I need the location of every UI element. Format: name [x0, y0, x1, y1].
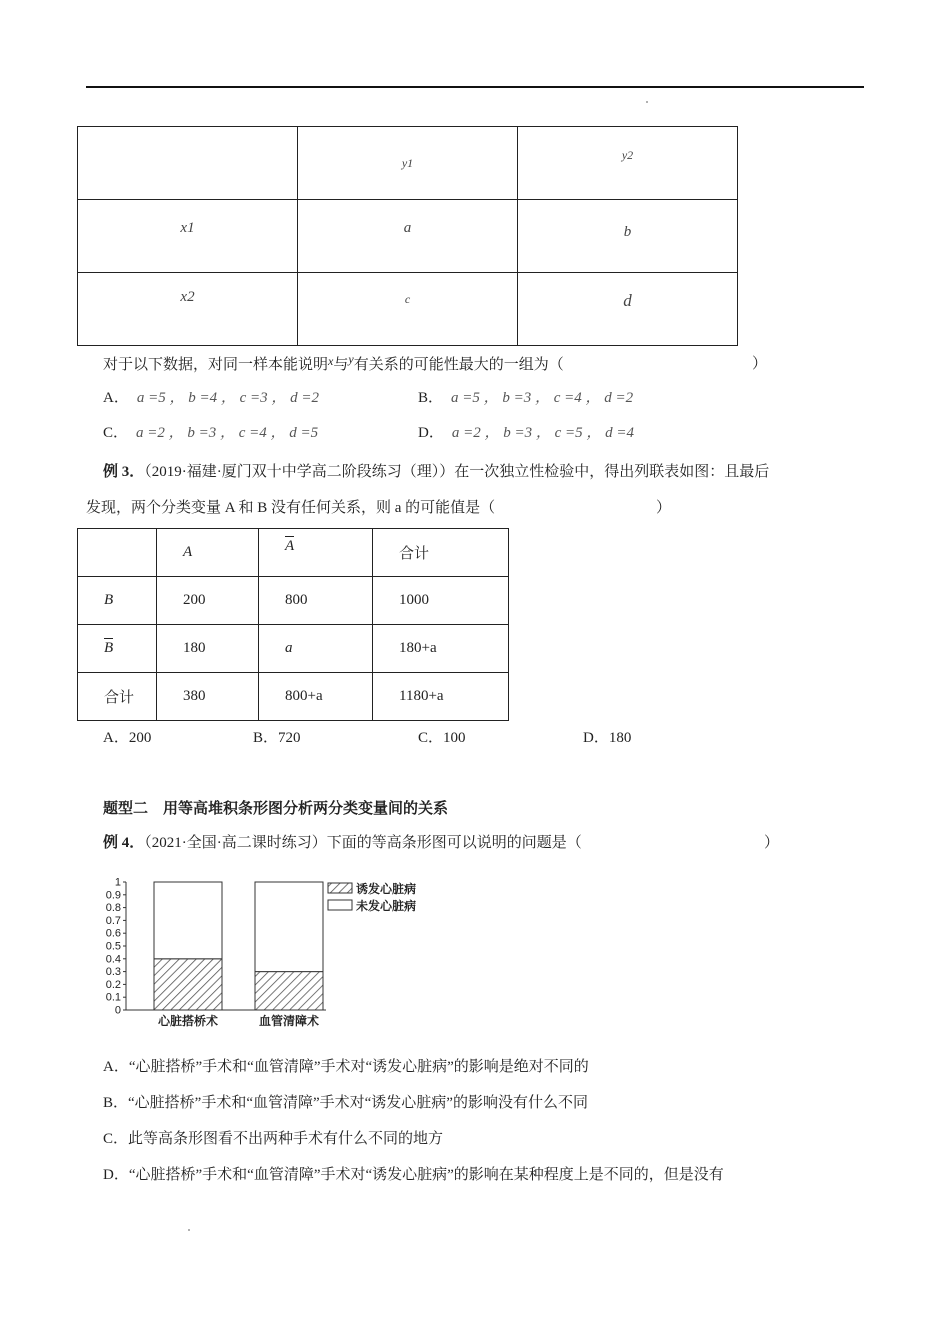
option-a[interactable]: A． a =5 ， b =4 ， c =3 ， d =2: [103, 390, 319, 406]
ex4-option-a[interactable]: A．“心脏搭桥”手术和“血管清障”手术对“诱发心脏病”的影响是绝对不同的: [103, 1059, 589, 1075]
stacked-bar-chart: [96, 872, 436, 1032]
example4-text: 例 4．（2021·全国·高二课时练习）下面的等高条形图可以说明的问题是（: [103, 835, 582, 851]
dot-mark: [646, 101, 648, 103]
bar-segment-not-induced: [255, 882, 323, 972]
row-header: x1: [78, 200, 298, 273]
legend-swatch: [328, 883, 352, 893]
example3-line1: 例 3．（2019·福建·厦门双十中学高二阶段练习（理））在一次独立性检验中，得出列联表如图：且最后: [103, 464, 770, 480]
y-tick-label: 0.2: [105, 978, 121, 991]
legend: [328, 881, 416, 913]
x-tick-label: 血管清障术: [258, 1014, 320, 1028]
row-header-total: 合计: [78, 673, 157, 721]
y-tick-label: 1: [114, 876, 121, 889]
example3-close: ）: [656, 500, 672, 516]
contingency-table-xy: [77, 126, 738, 346]
contingency-table-ab: [77, 528, 509, 721]
table-cell: 380: [157, 673, 259, 721]
ex4-option-c[interactable]: C．此等高条形图看不出两种手术有什么不同的地方: [103, 1131, 444, 1147]
y-tick-label: 0.1: [105, 991, 121, 1004]
bar-segment-induced: [154, 959, 222, 1010]
ex4-option-d[interactable]: D．“心脏搭桥”手术和“血管清障”手术对“诱发心脏病”的影响在某种程度上是不同的，但是没有: [103, 1167, 724, 1183]
y-tick-label: 0.4: [105, 953, 121, 966]
row-header-b: B: [78, 577, 157, 625]
table-cell: a: [259, 625, 373, 673]
question-close: ）: [752, 356, 768, 372]
row-header-not-b: B: [78, 625, 157, 673]
ex4-option-b[interactable]: B．“心脏搭桥”手术和“血管清障”手术对“诱发心脏病”的影响没有什么不同: [103, 1095, 588, 1111]
empty-cell: [78, 127, 298, 200]
ex3-option-c[interactable]: C．100: [418, 730, 466, 746]
ex3-option-b[interactable]: B．720: [253, 730, 301, 746]
table-cell: a: [298, 200, 518, 273]
table-cell: d: [518, 273, 738, 346]
table-cell: 1000: [373, 577, 509, 625]
table-cell: 180: [157, 625, 259, 673]
y-tick-label: 0.3: [105, 966, 121, 979]
table-cell: 800+a: [259, 673, 373, 721]
example4-close: ）: [764, 835, 780, 851]
y-tick-label: 0.9: [105, 889, 121, 902]
header-rule: [86, 86, 864, 88]
table-cell: 1180+a: [373, 673, 509, 721]
col-header-not-a: A: [259, 529, 373, 577]
y-tick-label: 0.5: [105, 940, 121, 953]
example3-line2: 发现，两个分类变量 A 和 B 没有任何关系，则 a 的可能值是（: [86, 500, 496, 516]
y-tick-label: 0.6: [105, 927, 121, 940]
col-header: y1: [298, 127, 518, 200]
table-cell: 800: [259, 577, 373, 625]
option-b[interactable]: B． a =5 ， b =3 ， c =4 ， d =2: [418, 390, 634, 406]
bar-segment-induced: [255, 972, 323, 1010]
option-d[interactable]: D． a =2 ， b =3 ， c =5 ， d =4: [418, 425, 634, 441]
question-text: 对于以下数据，对同一样本能说明$^x$与$^y$有关系的可能性最大的一组为（: [103, 352, 564, 373]
x-tick-label: 心脏搭桥术: [157, 1014, 219, 1028]
empty-cell: [78, 529, 157, 577]
col-header-total: 合计: [373, 529, 509, 577]
bar-segment-not-induced: [154, 882, 222, 959]
bars: [154, 882, 323, 1010]
ex3-option-d[interactable]: D．180: [583, 730, 632, 746]
legend-label: 诱发心脏病: [356, 882, 417, 896]
section-heading: 题型二 用等高堆积条形图分析两分类变量间的关系: [103, 801, 449, 817]
legend-label: 未发心脏病: [356, 899, 417, 913]
col-header-a: A: [157, 529, 259, 577]
option-c[interactable]: C． a =2 ， b =3 ， c =4 ， d =5: [103, 425, 319, 441]
dot-mark: [188, 1229, 190, 1231]
y-tick-label: 0: [114, 1004, 121, 1017]
table-cell: c: [298, 273, 518, 346]
x-tick-labels: [157, 1013, 319, 1028]
row-header: x2: [78, 273, 298, 346]
y-tick-label: 0.8: [105, 902, 121, 915]
legend-swatch: [328, 900, 352, 910]
col-header: y2: [518, 127, 738, 200]
y-tick-label: 0.7: [105, 914, 121, 927]
table-cell: b: [518, 200, 738, 273]
table-cell: 200: [157, 577, 259, 625]
ex3-option-a[interactable]: A．200: [103, 730, 152, 746]
table-cell: 180+a: [373, 625, 509, 673]
